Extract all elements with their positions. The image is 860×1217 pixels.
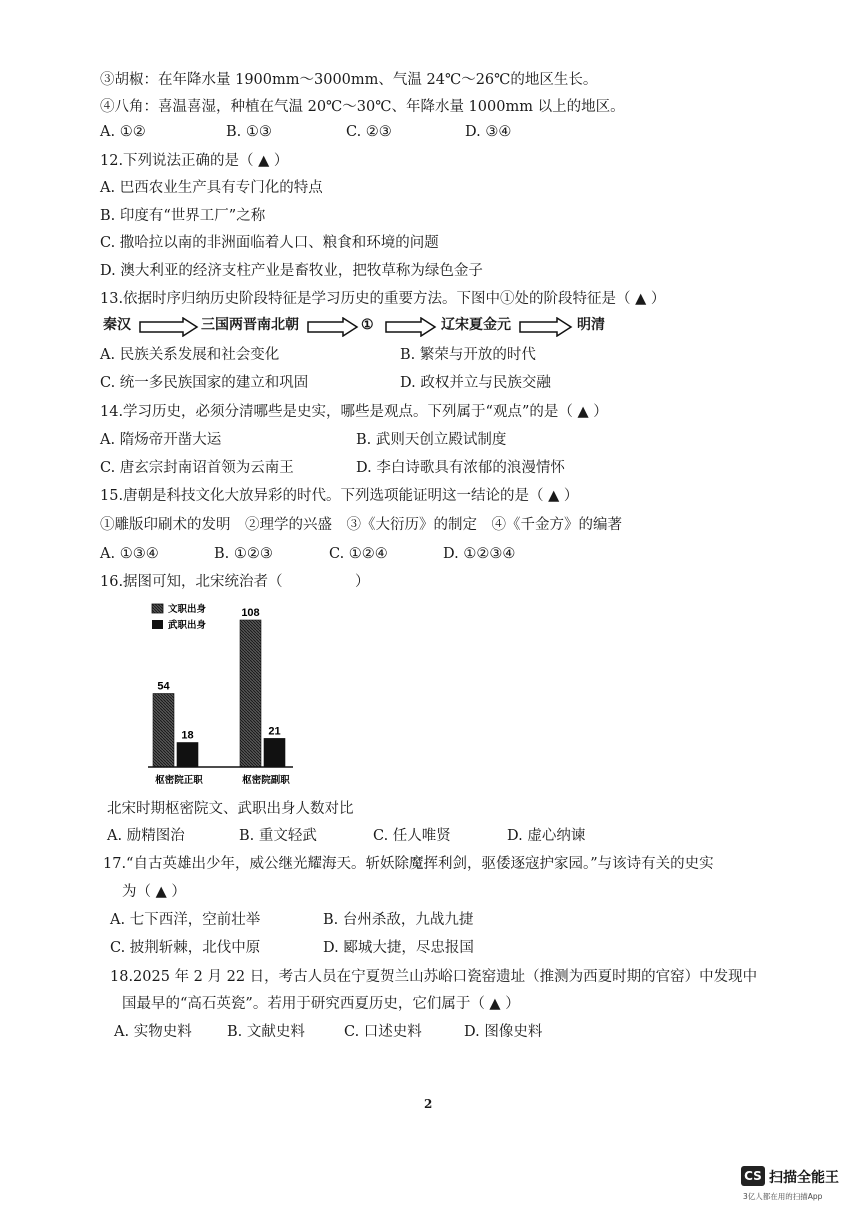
q17-option-d: D. 郾城大捷，尽忠报国 — [323, 940, 474, 956]
q15-stem: 15.唐朝是科技文化大放异彩的时代。下列选项能证明这一结论的是（ ▲ ） — [100, 488, 579, 504]
timeline-item: 明清 — [577, 317, 605, 333]
q16-option-c: C. 任人唯贤 — [373, 828, 451, 844]
timeline-item: ① — [361, 317, 374, 333]
q11-option-a: A. ①② — [100, 124, 146, 140]
q17-stem-line-2: 为（ ▲ ） — [122, 884, 186, 900]
q14-option-b: B. 武则天创立殿试制度 — [356, 432, 507, 448]
q12-option-a: A. 巴西农业生产具有专门化的特点 — [100, 180, 323, 196]
q18-option-d: D. 图像史料 — [464, 1024, 543, 1040]
q12-option-b: B. 印度有“世界工厂”之称 — [100, 208, 266, 224]
q15-option-b: B. ①②③ — [214, 546, 273, 562]
x-tick-label: 枢密院副职 — [242, 775, 290, 786]
bar-civil — [240, 620, 261, 767]
q18-stem-line-1: 18.2025 年 2 月 22 日，考古人员在宁夏贺兰山苏峪口瓷窑遗址（推测为西夏时期的官窑）中发现中 — [110, 969, 758, 985]
q16-option-d: D. 虚心纳谏 — [507, 828, 586, 844]
legend-swatch-civil — [152, 604, 163, 613]
q18-option-b: B. 文献史料 — [227, 1024, 305, 1040]
timeline-item: 辽宋夏金元 — [441, 317, 511, 333]
bar-value-label: 54 — [157, 680, 170, 693]
q16-bar-chart — [148, 600, 308, 790]
q11-item-3: ③胡椒：在年降水量 1900mm～3000mm、气温 24℃～26℃的地区生长。 — [100, 72, 598, 88]
arrow-right-icon — [307, 317, 359, 337]
q11-option-d: D. ③④ — [465, 124, 512, 140]
timeline-item: 秦汉 — [103, 317, 131, 333]
q13-option-d: D. 政权并立与民族交融 — [400, 375, 551, 391]
q15-option-c: C. ①②④ — [329, 546, 388, 562]
arrow-right-icon — [519, 317, 573, 337]
arrow-right-icon — [139, 317, 199, 337]
camscanner-logo-icon: CS — [741, 1166, 765, 1186]
timeline-item: 三国两晋南北朝 — [201, 317, 299, 333]
q15-items: ①雕版印刷术的发明 ②理学的兴盛 ③《大衍历》的制定 ④《千金方》的编著 — [100, 517, 622, 533]
bar-value-label: 21 — [268, 725, 281, 738]
bar-value-label: 18 — [181, 729, 194, 742]
bar-civil — [153, 694, 174, 768]
q15-option-d: D. ①②③④ — [443, 546, 516, 562]
q13-option-a: A. 民族关系发展和社会变化 — [100, 347, 280, 363]
q16-stem: 16.据图可知，北宋统治者（ ） — [100, 574, 370, 590]
q13-option-b: B. 繁荣与开放的时代 — [400, 347, 536, 363]
bar-military — [177, 743, 198, 768]
q11-option-b: B. ①③ — [226, 124, 272, 140]
q14-stem: 14.学习历史，必须分清哪些是史实，哪些是观点。下列属于“观点”的是（ ▲ ） — [100, 404, 608, 420]
q17-option-b: B. 台州杀敌，九战九捷 — [323, 912, 474, 928]
q17-option-a: A. 七下西洋，空前壮举 — [110, 912, 261, 928]
q18-option-a: A. 实物史料 — [114, 1024, 192, 1040]
bar-military — [264, 738, 285, 767]
q17-stem-line-1: 17.“自古英雄出少年，威公继光耀海天。斩妖除魔挥利剑，驱倭逐寇护家园。”与该诗有关的史实 — [103, 856, 714, 872]
q16-option-a: A. 励精图治 — [107, 828, 185, 844]
q18-option-c: C. 口述史料 — [344, 1024, 422, 1040]
legend-swatch-military — [152, 620, 163, 629]
q18-stem-line-2: 国最早的“高石英瓷”。若用于研究西夏历史，它们属于（ ▲ ） — [122, 996, 520, 1012]
q15-option-a: A. ①③④ — [100, 546, 159, 562]
q13-stem: 13.依据时序归纳历史阶段特征是学习历史的重要方法。下图中①处的阶段特征是（ ▲ ） — [100, 291, 666, 307]
q13-option-c: C. 统一多民族国家的建立和巩固 — [100, 375, 309, 391]
q12-option-d: D. 澳大利亚的经济支柱产业是畜牧业，把牧草称为绿色金子 — [100, 263, 483, 279]
q12-stem: 12.下列说法正确的是（ ▲ ） — [100, 153, 289, 169]
q14-option-c: C. 唐玄宗封南诏首领为云南王 — [100, 460, 294, 476]
q14-option-d: D. 李白诗歌具有浓郁的浪漫情怀 — [356, 460, 565, 476]
legend-label-military: 武职出身 — [168, 620, 207, 631]
legend-label-civil: 文职出身 — [168, 604, 207, 615]
x-tick-label: 枢密院正职 — [155, 775, 203, 786]
q16-option-b: B. 重文轻武 — [239, 828, 317, 844]
watermark-name: 扫描全能王 — [769, 1170, 839, 1186]
watermark-tagline: 3亿人都在用的扫描App — [743, 1192, 823, 1201]
page-number: 2 — [424, 1097, 433, 1111]
q14-option-a: A. 隋炀帝开凿大运 — [100, 432, 222, 448]
q17-option-c: C. 披荆斩棘，北伐中原 — [110, 940, 261, 956]
q16-chart-caption: 北宋时期枢密院文、武职出身人数对比 — [107, 801, 354, 817]
bar-value-label: 108 — [241, 607, 260, 619]
arrow-right-icon — [385, 317, 437, 337]
q11-item-4: ④八角：喜温喜湿，种植在气温 20℃～30℃、年降水量 1000mm 以上的地区。 — [100, 99, 625, 115]
q11-option-c: C. ②③ — [346, 124, 392, 140]
q12-option-c: C. 撒哈拉以南的非洲面临着人口、粮食和环境的问题 — [100, 235, 439, 251]
